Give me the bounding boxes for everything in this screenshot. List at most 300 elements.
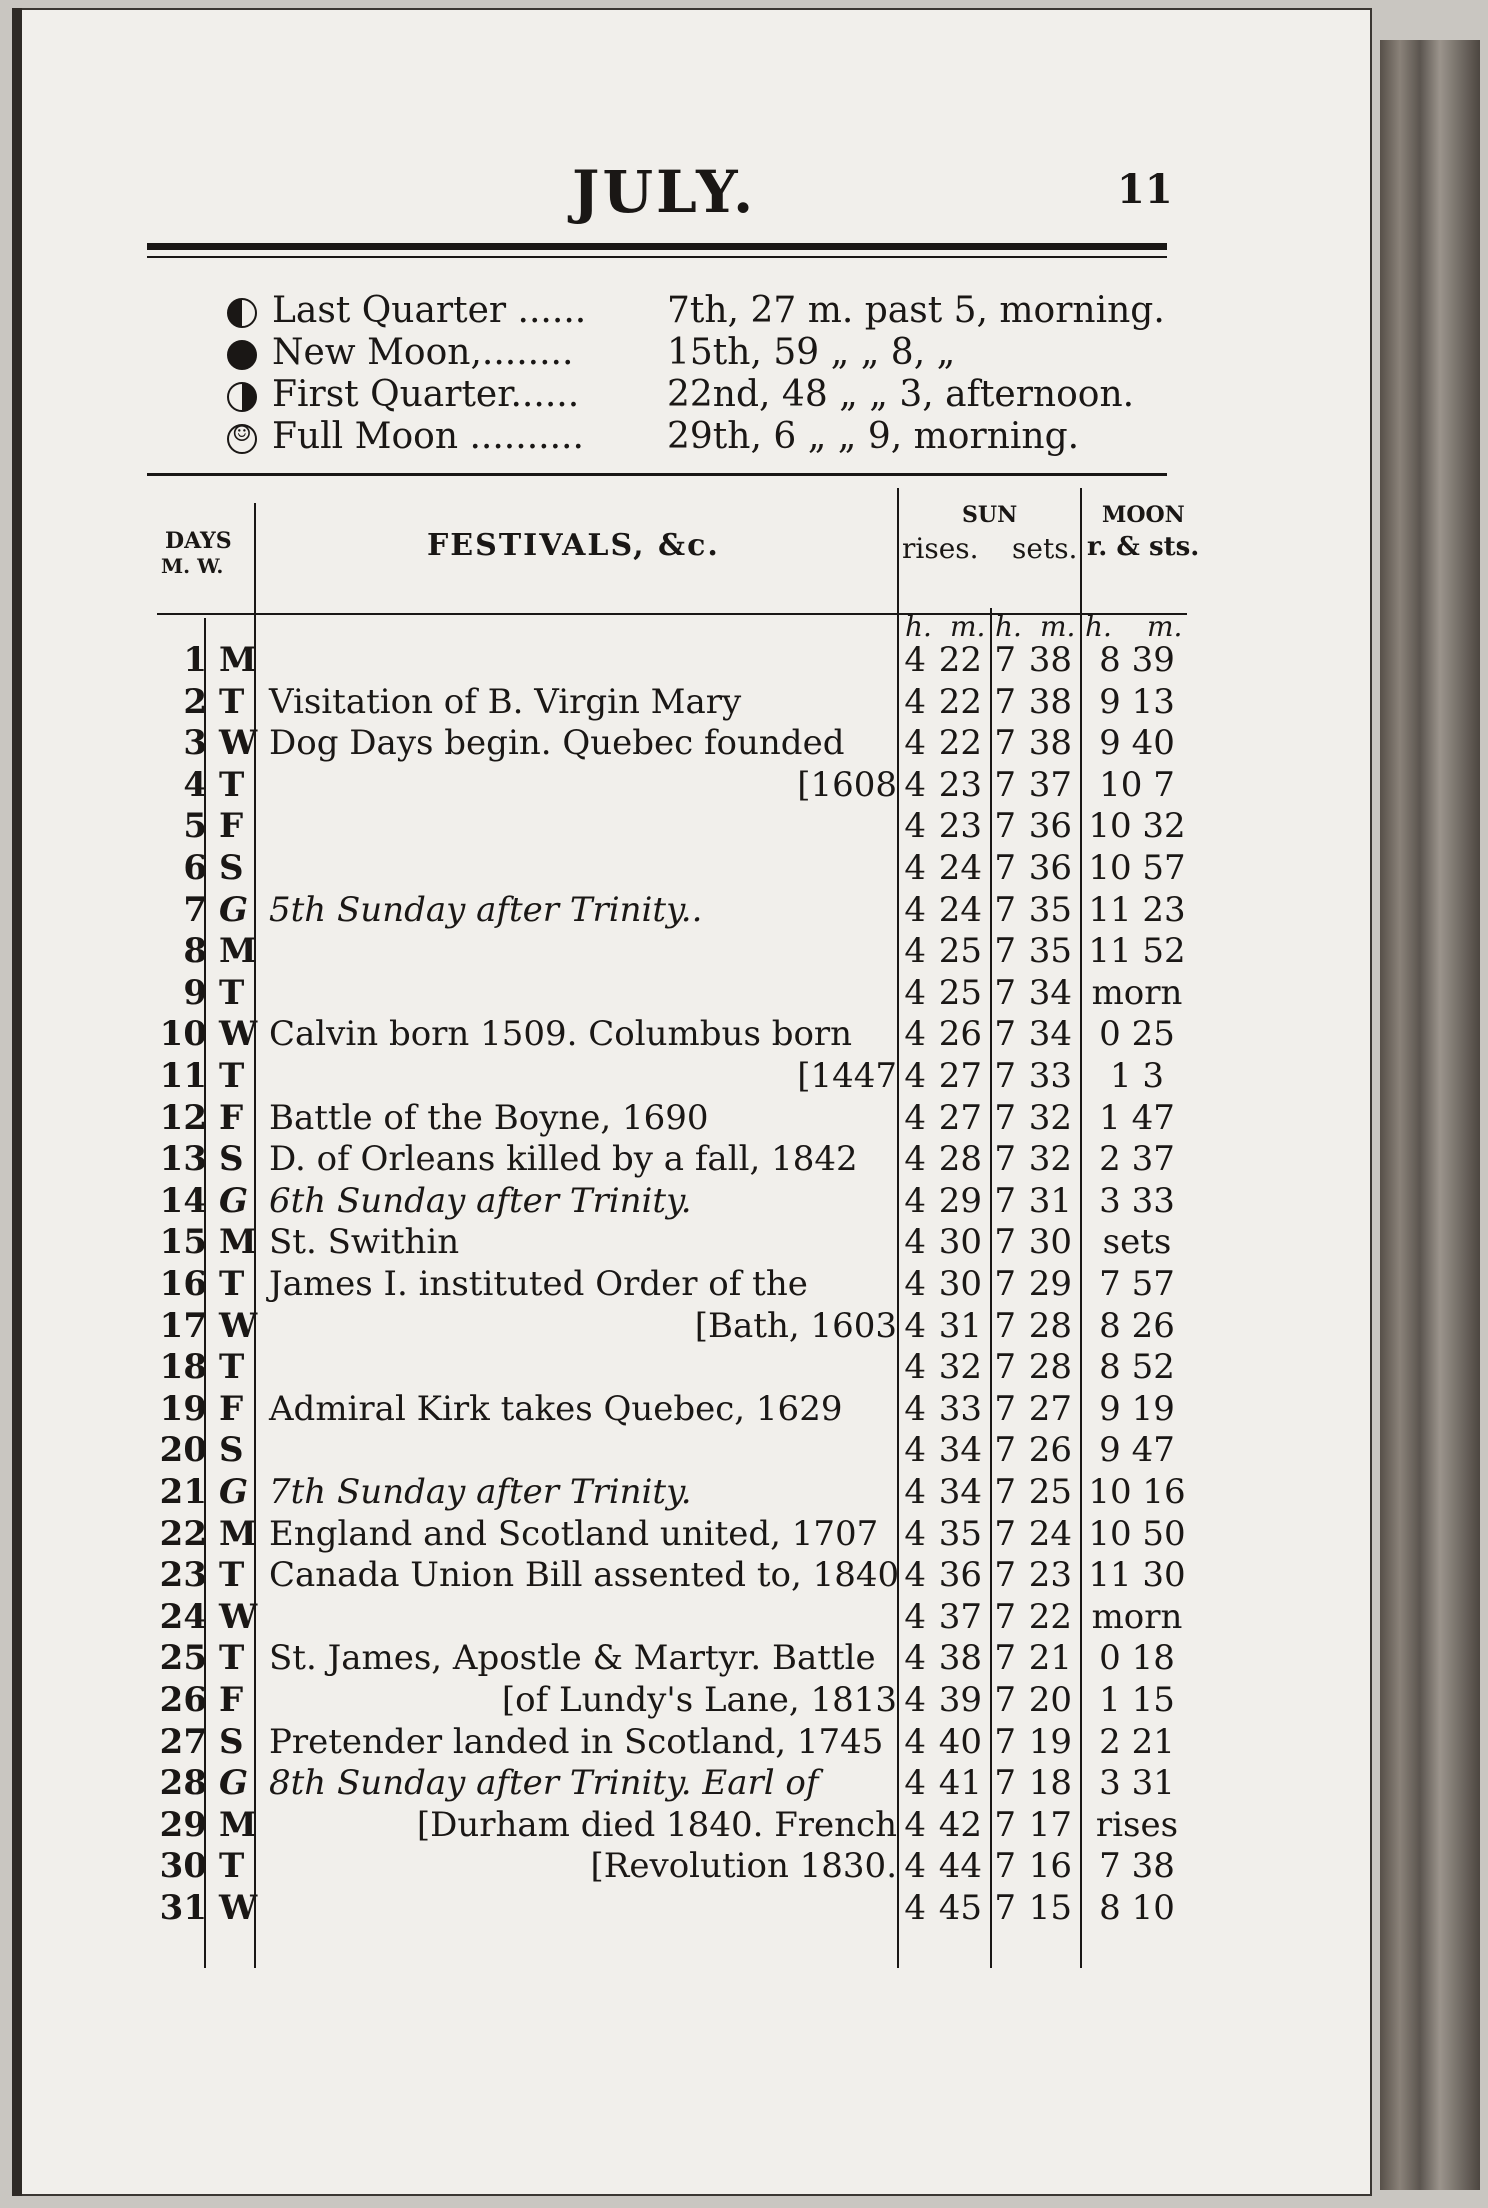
unit-label: h.: [995, 610, 1022, 643]
table-row: [157, 1056, 1207, 1098]
moon-rise-set: 10 57: [1088, 848, 1186, 888]
sunset-minute: 22: [1028, 1596, 1072, 1637]
moon-rise-set: 11 52: [1088, 931, 1186, 972]
header-rule-thin: [147, 256, 1167, 258]
festival-text: [1608: [797, 764, 897, 805]
day-of-week: F: [219, 1680, 244, 1720]
sunrise-minute: 34: [938, 1430, 982, 1471]
day-of-month: 2: [183, 681, 207, 722]
festivals-heading: FESTIVALS, &c.: [427, 528, 720, 563]
sunrise-hour: 4: [904, 1472, 926, 1512]
sunset-minute: 31: [1028, 1180, 1072, 1221]
sunset-hour: 7: [994, 764, 1016, 805]
day-of-month: 9: [183, 972, 207, 1013]
day-of-month: 18: [159, 1347, 207, 1388]
sunrise-hour: 4: [904, 889, 926, 930]
table-row: [157, 1389, 1207, 1431]
table-row: [157, 931, 1207, 973]
sunset-minute: 25: [1028, 1472, 1072, 1512]
festival-text: 5th Sunday after Trinity..: [269, 889, 703, 930]
day-of-week: S: [219, 1721, 244, 1762]
festival-text: St. Swithin: [269, 1222, 460, 1263]
sunrise-hour: 4: [904, 1596, 926, 1637]
sunset-hour: 7: [994, 1222, 1016, 1263]
sunset-hour: 7: [994, 1347, 1016, 1388]
day-of-month: 24: [159, 1596, 207, 1637]
moon-rise-set: 3 31: [1099, 1763, 1175, 1804]
day-of-week: M: [219, 931, 257, 972]
sunset-minute: 19: [1028, 1721, 1072, 1762]
moon-rise-set: 10 16: [1088, 1472, 1186, 1512]
table-row: [157, 1139, 1207, 1181]
sunrise-minute: 25: [938, 931, 982, 972]
sunset-hour: 7: [994, 1804, 1016, 1845]
day-of-month: 23: [159, 1555, 207, 1596]
sunset-hour: 7: [994, 1388, 1016, 1429]
book-spine: [1380, 40, 1480, 2190]
sunset-minute: 30: [1028, 1222, 1072, 1263]
sunset-hour: 7: [994, 681, 1016, 722]
moon-rise-set: 0 18: [1099, 1638, 1175, 1679]
sunset-minute: 34: [1028, 1014, 1072, 1055]
day-of-week: T: [219, 1846, 245, 1887]
sunset-minute: 27: [1028, 1388, 1072, 1429]
day-of-month: 4: [183, 764, 207, 805]
table-row: [157, 1638, 1207, 1680]
moon-subheading: r. & sts.: [1087, 532, 1200, 562]
unit-label: m.: [950, 610, 986, 643]
unit-label: h.: [1085, 610, 1112, 643]
sunset-hour: 7: [994, 640, 1016, 680]
moon-phase-row: [227, 332, 1177, 374]
day-of-month: 25: [159, 1638, 207, 1679]
moon-phases: [227, 290, 1177, 458]
sunset-minute: 21: [1028, 1638, 1072, 1679]
sunrise-hour: 4: [904, 1846, 926, 1887]
sunrise-hour: 4: [904, 1721, 926, 1762]
festival-text: James I. instituted Order of the: [269, 1264, 808, 1304]
sunset-minute: 36: [1028, 848, 1072, 888]
sunset-minute: 20: [1028, 1680, 1072, 1720]
day-of-month: 20: [159, 1430, 207, 1471]
sunrise-hour: 4: [904, 1680, 926, 1720]
day-of-week: W: [219, 723, 258, 764]
day-of-month: 30: [159, 1846, 207, 1887]
moon-phase-row: [227, 290, 1177, 332]
sunset-hour: 7: [994, 1680, 1016, 1720]
moon-phase-row: [227, 374, 1177, 416]
table-row: [157, 1846, 1207, 1888]
sunrise-minute: 26: [938, 1014, 982, 1055]
table-row: [157, 1264, 1207, 1306]
day-of-month: 5: [183, 806, 207, 847]
header-rule-thick: [147, 243, 1167, 250]
sunrise-minute: 41: [938, 1763, 982, 1804]
day-of-week: G: [219, 889, 249, 930]
day-of-week: M: [219, 1222, 257, 1263]
day-of-month: 8: [183, 931, 207, 972]
day-of-week: T: [219, 1056, 245, 1096]
sunset-minute: 38: [1028, 640, 1072, 680]
moon-rise-set: 2 37: [1099, 1139, 1175, 1180]
table-row: [157, 806, 1207, 848]
moon-rise-set: morn: [1091, 1596, 1183, 1637]
day-of-month: 21: [159, 1472, 207, 1512]
festival-text: 7th Sunday after Trinity.: [269, 1472, 692, 1512]
full-moon-icon: [227, 424, 257, 454]
sunrise-minute: 28: [938, 1139, 982, 1180]
almanac-page: [12, 8, 1372, 2196]
sunrise-hour: 4: [904, 723, 926, 764]
day-of-month: 17: [159, 1305, 207, 1346]
sunrise-minute: 38: [938, 1638, 982, 1679]
sunset-minute: 28: [1028, 1305, 1072, 1346]
first-quarter-icon: [227, 382, 257, 412]
moon-rise-set: 7 38: [1099, 1846, 1175, 1887]
table-top-rule: [147, 473, 1167, 476]
table-row: [157, 1222, 1207, 1264]
table-row: [157, 848, 1207, 890]
table-row: [157, 1597, 1207, 1639]
sunset-hour: 7: [994, 1305, 1016, 1346]
sunset-hour: 7: [994, 1014, 1016, 1055]
sunrise-hour: 4: [904, 1638, 926, 1679]
moon-rise-set: 3 33: [1099, 1180, 1175, 1221]
moon-rise-set: 9 47: [1099, 1430, 1175, 1471]
day-of-month: 29: [159, 1804, 207, 1845]
sunset-minute: 38: [1028, 723, 1072, 764]
sunset-minute: 35: [1028, 889, 1072, 930]
sunrise-minute: 27: [938, 1097, 982, 1138]
sunrise-hour: 4: [904, 972, 926, 1013]
moon-rise-set: 10 32: [1088, 806, 1186, 847]
day-of-week: T: [219, 1555, 245, 1596]
day-of-month: 26: [159, 1680, 207, 1720]
sunrise-minute: 22: [938, 723, 982, 764]
sunset-minute: 35: [1028, 931, 1072, 972]
day-of-week: G: [219, 1472, 249, 1512]
sunset-hour: 7: [994, 1846, 1016, 1887]
sunrise-hour: 4: [904, 1513, 926, 1554]
festival-text: England and Scotland united, 1707: [269, 1513, 879, 1554]
day-of-week: S: [219, 848, 244, 888]
day-of-week: T: [219, 1638, 245, 1679]
sunset-hour: 7: [994, 1513, 1016, 1554]
table-row: [157, 1888, 1207, 1930]
day-of-month: 16: [159, 1264, 207, 1304]
festival-text: D. of Orleans killed by a fall, 1842: [269, 1139, 858, 1180]
sunset-minute: 29: [1028, 1264, 1072, 1304]
sunset-hour: 7: [994, 1721, 1016, 1762]
sunset-minute: 32: [1028, 1097, 1072, 1138]
moon-phase-label: Full Moon ..........: [272, 416, 584, 457]
day-of-week: W: [219, 1305, 258, 1346]
sunset-hour: 7: [994, 1056, 1016, 1096]
sunrise-minute: 30: [938, 1264, 982, 1304]
sunset-hour: 7: [994, 1472, 1016, 1512]
table-row: [157, 765, 1207, 807]
day-of-week: F: [219, 1097, 244, 1138]
festival-text: [Durham died 1840. French: [416, 1804, 897, 1845]
sunrise-hour: 4: [904, 1555, 926, 1596]
moon-rise-set: 1 47: [1099, 1097, 1175, 1138]
sunrise-hour: 4: [904, 1014, 926, 1055]
sunrise-hour: 4: [904, 1388, 926, 1429]
day-of-week: T: [219, 1347, 245, 1388]
moon-rise-set: morn: [1091, 972, 1183, 1013]
sunrise-minute: 24: [938, 889, 982, 930]
sunrise-hour: 4: [904, 681, 926, 722]
sunrise-hour: 4: [904, 1180, 926, 1221]
day-of-month: 12: [159, 1097, 207, 1138]
moon-rise-set: 8 10: [1099, 1888, 1175, 1928]
sunrise-minute: 27: [938, 1056, 982, 1096]
sunrise-minute: 39: [938, 1680, 982, 1720]
sunrise-minute: 23: [938, 806, 982, 847]
sunrise-minute: 31: [938, 1305, 982, 1346]
sunrise-hour: 4: [904, 1305, 926, 1346]
day-of-week: M: [219, 1513, 257, 1554]
sunset-hour: 7: [994, 1638, 1016, 1679]
table-row: [157, 1680, 1207, 1722]
moon-rise-set: rises: [1095, 1804, 1179, 1845]
day-of-month: 7: [183, 889, 207, 930]
festival-text: Canada Union Bill assented to, 1840: [269, 1555, 900, 1596]
table-row: [157, 973, 1207, 1015]
sunrise-minute: 32: [938, 1347, 982, 1388]
sunrise-minute: 42: [938, 1804, 982, 1845]
moon-rise-set: 1 3: [1109, 1056, 1165, 1096]
moon-rise-set: 8 26: [1099, 1305, 1175, 1346]
table-row: [157, 1472, 1207, 1514]
day-of-month: 13: [159, 1139, 207, 1180]
day-of-week: T: [219, 681, 245, 722]
day-of-week: T: [219, 1264, 245, 1304]
table-row: [157, 1555, 1207, 1597]
sunrise-minute: 36: [938, 1555, 982, 1596]
day-of-week: T: [219, 764, 245, 805]
sunrise-minute: 34: [938, 1472, 982, 1512]
festival-text: 6th Sunday after Trinity.: [269, 1180, 692, 1221]
sunset-hour: 7: [994, 1139, 1016, 1180]
sunset-hour: 7: [994, 1097, 1016, 1138]
moon-rise-set: sets: [1102, 1222, 1172, 1263]
moon-rise-set: 11 23: [1088, 889, 1186, 930]
table-row: [157, 1098, 1207, 1140]
day-of-week: G: [219, 1180, 249, 1221]
moon-rise-set: 11 30: [1088, 1555, 1186, 1596]
moon-rise-set: 8 39: [1099, 640, 1175, 680]
day-of-month: 10: [159, 1014, 207, 1055]
moon-rise-set: 10 50: [1088, 1513, 1186, 1554]
moon-phase-value: 7th, 27 m. past 5, morning.: [667, 290, 1165, 331]
table-row: [157, 682, 1207, 724]
page-number: 11: [1117, 166, 1173, 213]
sunrise-hour: 4: [904, 1804, 926, 1845]
moon-phase-row: [227, 416, 1177, 458]
table-row: [157, 1347, 1207, 1389]
sunrise-hour: 4: [904, 1264, 926, 1304]
sun-rises-heading: rises.: [902, 532, 979, 565]
sunset-minute: 36: [1028, 806, 1072, 847]
festival-text: Calvin born 1509. Columbus born: [269, 1014, 853, 1055]
unit-label: m.: [1147, 610, 1183, 643]
sunset-hour: 7: [994, 1180, 1016, 1221]
day-of-week: W: [219, 1596, 258, 1637]
header-bottom-rule: [157, 613, 1187, 615]
moon-phase-label: Last Quarter ......: [272, 290, 587, 331]
day-of-month: 1: [183, 640, 207, 680]
moon-heading: MOON: [1102, 502, 1185, 528]
sunset-hour: 7: [994, 1596, 1016, 1637]
days-subheading: M. W.: [161, 554, 224, 578]
sunrise-hour: 4: [904, 1139, 926, 1180]
festival-text: [of Lundy's Lane, 1813: [501, 1680, 897, 1720]
day-of-month: 15: [159, 1222, 207, 1263]
sunrise-minute: 24: [938, 848, 982, 888]
sunrise-hour: 4: [904, 848, 926, 888]
table-row: [157, 640, 1207, 682]
moon-rise-set: 0 25: [1099, 1014, 1175, 1055]
moon-phase-label: New Moon,........: [272, 332, 574, 373]
moon-rise-set: 9 40: [1099, 723, 1175, 764]
sunset-minute: 37: [1028, 764, 1072, 805]
table-row: [157, 1763, 1207, 1805]
sunrise-hour: 4: [904, 1222, 926, 1263]
sunset-minute: 16: [1028, 1846, 1072, 1887]
sunrise-minute: 22: [938, 681, 982, 722]
moon-phase-value: 29th, 6 „ „ 9, morning.: [667, 416, 1080, 457]
sunrise-minute: 37: [938, 1596, 982, 1637]
sunset-minute: 23: [1028, 1555, 1072, 1596]
moon-rise-set: 8 52: [1099, 1347, 1175, 1388]
sunset-minute: 18: [1028, 1763, 1072, 1804]
page-title: JULY.: [572, 158, 757, 226]
table-row: [157, 1430, 1207, 1472]
sunset-hour: 7: [994, 1888, 1016, 1928]
sun-heading: SUN: [962, 502, 1018, 528]
sunset-hour: 7: [994, 1264, 1016, 1304]
sunrise-minute: 45: [938, 1888, 982, 1928]
sunset-hour: 7: [994, 848, 1016, 888]
sun-sets-heading: sets.: [1012, 532, 1078, 565]
sunrise-hour: 4: [904, 764, 926, 805]
sunset-minute: 17: [1028, 1804, 1072, 1845]
moon-rise-set: 2 21: [1099, 1721, 1175, 1762]
sunrise-minute: 23: [938, 764, 982, 805]
festival-text: Pretender landed in Scotland, 1745: [269, 1721, 884, 1762]
sunset-minute: 24: [1028, 1513, 1072, 1554]
day-of-week: W: [219, 1888, 258, 1928]
sunrise-minute: 35: [938, 1513, 982, 1554]
sunrise-hour: 4: [904, 1763, 926, 1804]
sunrise-hour: 4: [904, 1097, 926, 1138]
sunrise-minute: 40: [938, 1721, 982, 1762]
sunrise-minute: 44: [938, 1846, 982, 1887]
table-row: [157, 723, 1207, 765]
sunset-hour: 7: [994, 972, 1016, 1013]
sunset-hour: 7: [994, 889, 1016, 930]
day-of-month: 11: [159, 1056, 207, 1096]
festival-text: [Bath, 1603: [694, 1305, 897, 1346]
festival-text: 8th Sunday after Trinity. Earl of: [269, 1763, 819, 1804]
table-row: [157, 1805, 1207, 1847]
table-row: [157, 1722, 1207, 1764]
moon-phase-label: First Quarter......: [272, 374, 580, 415]
sunset-hour: 7: [994, 723, 1016, 764]
sunset-minute: 28: [1028, 1347, 1072, 1388]
day-of-week: W: [219, 1014, 258, 1055]
day-of-month: 19: [159, 1388, 207, 1429]
sunset-hour: 7: [994, 1430, 1016, 1471]
sunrise-minute: 30: [938, 1222, 982, 1263]
sunrise-hour: 4: [904, 1347, 926, 1388]
moon-rise-set: 10 7: [1099, 764, 1175, 805]
day-of-week: T: [219, 972, 245, 1013]
sunset-hour: 7: [994, 806, 1016, 847]
sunrise-hour: 4: [904, 806, 926, 847]
table-row: [157, 1514, 1207, 1556]
day-of-week: M: [219, 1804, 257, 1845]
sunset-hour: 7: [994, 1555, 1016, 1596]
days-heading: DAYS: [165, 528, 232, 554]
moon-rise-set: 9 19: [1099, 1388, 1175, 1429]
sunset-hour: 7: [994, 931, 1016, 972]
festival-text: Battle of the Boyne, 1690: [269, 1097, 709, 1138]
festival-text: St. James, Apostle & Martyr. Battle: [269, 1638, 876, 1679]
festival-text: [1447: [797, 1056, 897, 1096]
unit-label: m.: [1040, 610, 1076, 643]
moon-phase-value: 22nd, 48 „ „ 3, afternoon.: [667, 374, 1135, 415]
sunrise-minute: 29: [938, 1180, 982, 1221]
sunrise-hour: 4: [904, 1888, 926, 1928]
sunrise-minute: 22: [938, 640, 982, 680]
day-of-week: M: [219, 640, 257, 680]
festival-text: Visitation of B. Virgin Mary: [269, 681, 742, 722]
unit-label: h.: [905, 610, 932, 643]
day-of-week: S: [219, 1430, 244, 1471]
day-of-month: 3: [183, 723, 207, 764]
festival-text: [Revolution 1830.: [590, 1846, 897, 1887]
sunset-minute: 15: [1028, 1888, 1072, 1928]
sunrise-minute: 25: [938, 972, 982, 1013]
sunrise-hour: 4: [904, 1056, 926, 1096]
last-quarter-icon: [227, 298, 257, 328]
day-of-month: 22: [159, 1513, 207, 1554]
moon-rise-set: 1 15: [1099, 1680, 1175, 1720]
day-of-week: S: [219, 1139, 244, 1180]
table-row: [157, 1306, 1207, 1348]
day-of-month: 27: [159, 1721, 207, 1762]
festival-text: Admiral Kirk takes Quebec, 1629: [269, 1388, 843, 1429]
day-of-week: G: [219, 1763, 249, 1804]
day-of-month: 31: [159, 1888, 207, 1928]
sunset-minute: 38: [1028, 681, 1072, 722]
moon-rise-set: 9 13: [1099, 681, 1175, 722]
festival-text: Dog Days begin. Quebec founded: [269, 723, 845, 764]
table-row: [157, 890, 1207, 932]
table-row: [157, 1014, 1207, 1056]
table-header: [157, 488, 1200, 618]
sunset-minute: 34: [1028, 972, 1072, 1013]
sunset-hour: 7: [994, 1763, 1016, 1804]
sunrise-minute: 33: [938, 1388, 982, 1429]
table-row: [157, 1181, 1207, 1223]
sunrise-hour: 4: [904, 931, 926, 972]
sunrise-hour: 4: [904, 1430, 926, 1471]
sunset-minute: 32: [1028, 1139, 1072, 1180]
sunset-minute: 33: [1028, 1056, 1072, 1096]
